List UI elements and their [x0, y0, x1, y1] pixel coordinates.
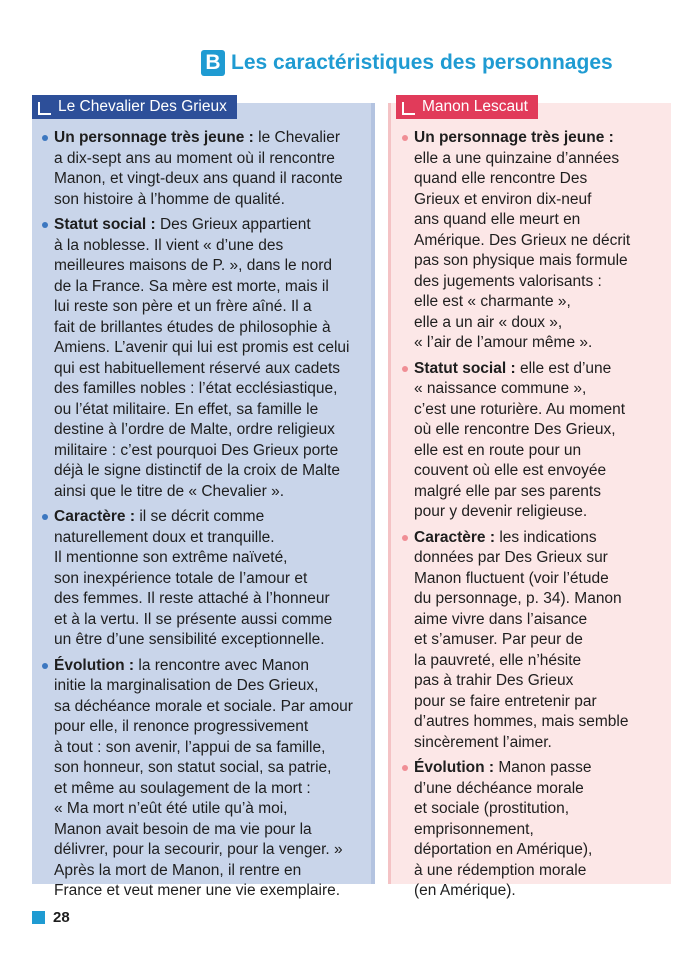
manon-entry-line: et sociale (prostitution,: [414, 800, 570, 817]
chevalier-entries: [42, 128, 365, 902]
manon-entry-line: la pauvreté, elle n’hésite: [414, 651, 582, 669]
manon-entry-line: [414, 758, 663, 779]
manon-entry: [402, 758, 663, 902]
chevalier-entry-line: pour elle, il renonce progressivement: [54, 718, 309, 735]
chevalier-entry-line: délivrer, pour la secourir, pour la venger. »: [54, 841, 343, 858]
chevalier-entry-label: Évolution :: [54, 656, 135, 674]
chevalier-entry-line: et à la vertu. Il se présente aussi comme: [54, 610, 333, 628]
chevalier-entry-line: Manon avait besoin de ma vie pour la: [54, 820, 312, 838]
manon-entry-line: « l’air de l’amour même ».: [414, 334, 593, 351]
chevalier-entry-line: [54, 128, 365, 149]
section-header: [201, 49, 613, 77]
manon-entry-line: aime vivre dans l’aisance: [414, 610, 588, 628]
chevalier-entry-line: fait de brillantes études de philosophie à: [54, 318, 331, 336]
chevalier-entry: [42, 128, 365, 210]
manon-entry-line: du personnage, p. 34). Manon: [414, 590, 622, 607]
chevalier-entry-line: ainsi que le titre de « Chevalier ».: [54, 482, 285, 500]
manon-entry: [402, 359, 663, 523]
chevalier-entry: [42, 507, 365, 651]
bullet-icon: [402, 135, 408, 141]
chevalier-entry-text: il se décrit comme: [139, 508, 265, 525]
chevalier-entry-line: militaire : c’est pourquoi Des Grieux porte: [54, 441, 339, 459]
page-number: 28: [53, 909, 70, 926]
bullet-icon: [42, 135, 48, 141]
manon-entry-text: les indications: [499, 528, 597, 546]
manon-entry-line: couvent où elle est envoyée: [414, 462, 607, 479]
manon-entry-line: déportation en Amérique),: [414, 841, 593, 858]
manon-entry-line: c’est une roturière. Au moment: [414, 400, 626, 418]
manon-entry-line: et s’amuser. Par peur de: [414, 631, 583, 648]
manon-entry-line: emprisonnement,: [414, 820, 534, 838]
manon-entry-line: [414, 128, 663, 149]
manon-entry-label: Un personnage très jeune :: [414, 129, 614, 146]
manon-entry-line: données par Des Grieux sur: [414, 549, 608, 566]
chevalier-tab-label: Le Chevalier Des Grieux: [58, 98, 227, 115]
manon-entry-line: Manon fluctuent (voir l’étude: [414, 569, 609, 587]
manon-entry-line: où elle rencontre Des Grieux,: [414, 421, 616, 438]
manon-entry-line: elle a un air « doux »,: [414, 313, 563, 331]
section-letter-badge: B: [201, 50, 225, 76]
bullet-icon: [42, 514, 48, 520]
chevalier-entry-line: Après la mort de Manon, il rentre en: [54, 861, 302, 879]
page-footer: [32, 909, 70, 926]
manon-entry-line: Amérique. Des Grieux ne décrit: [414, 231, 631, 249]
manon-entry-line: pour y devenir religieuse.: [414, 503, 588, 520]
manon-entry-line: pas à trahir Des Grieux: [414, 672, 574, 689]
chevalier-entry-text: Des Grieux appartient: [159, 216, 311, 233]
corner-icon: [402, 102, 415, 115]
chevalier-entry-line: sa déchéance morale et sociale. Par amour: [54, 697, 353, 715]
bullet-icon: [42, 663, 48, 669]
manon-entry-text: Manon passe: [498, 759, 592, 776]
chevalier-entry-text: le Chevalier: [258, 129, 340, 146]
manon-entry-line: pour se faire entretenir par: [414, 692, 597, 710]
chevalier-entry-line: [54, 215, 365, 236]
manon-entry: [402, 528, 663, 754]
manon-entry-line: (en Amérique).: [414, 882, 516, 899]
manon-tab: [396, 95, 538, 119]
chevalier-entry-label: Un personnage très jeune :: [54, 129, 254, 146]
manon-entry-line: d’autres hommes, mais semble: [414, 713, 629, 730]
chevalier-entry-line: des familles nobles : l’état ecclésiastique,: [54, 380, 338, 397]
manon-entry-line: à une rédemption morale: [414, 861, 587, 879]
manon-entry-line: malgré elle par ses parents: [414, 482, 601, 500]
section-title: Les caractéristiques des personnages: [231, 51, 613, 74]
chevalier-entry-line: de la France. Sa mère est morte, mais il: [54, 277, 329, 295]
manon-entry-line: des jugements valorisants :: [414, 272, 602, 290]
chevalier-entry-line: naturellement doux et tranquille.: [54, 528, 275, 546]
chevalier-entry-line: son histoire à l’homme de qualité.: [54, 190, 285, 208]
page-marker-icon: [32, 911, 45, 924]
chevalier-entry-line: Amiens. L’avenir qui lui est promis est celui: [54, 339, 350, 356]
manon-entry-text: elle est d’une: [519, 359, 612, 377]
chevalier-entry-text: la rencontre avec Manon: [138, 656, 309, 674]
chevalier-entry-line: meilleures maisons de P. », dans le nord: [54, 257, 333, 274]
chevalier-entry-line: initie la marginalisation de Des Grieux,: [54, 677, 319, 694]
manon-entry-line: quand elle rencontre Des: [414, 170, 588, 187]
manon-entry: [402, 128, 663, 354]
manon-entry-line: « naissance commune »,: [414, 380, 587, 397]
chevalier-tab: [32, 95, 237, 119]
manon-entry-label: Statut social :: [414, 359, 516, 377]
chevalier-entry-line: son inexpérience totale de l’amour et: [54, 569, 308, 587]
bullet-icon: [42, 222, 48, 228]
chevalier-entry-line: à la noblesse. Il vient « d’une des: [54, 236, 284, 254]
bullet-icon: [402, 366, 408, 372]
bullet-icon: [402, 535, 408, 541]
chevalier-panel: [32, 98, 375, 899]
manon-entry-line: pas son physique mais formule: [414, 252, 628, 269]
chevalier-entry-line: à tout : son avenir, l’appui de sa famille,: [54, 738, 326, 756]
manon-entry-line: elle est en route pour un: [414, 441, 582, 459]
manon-panel: [388, 98, 671, 899]
chevalier-entry-line: un être d’une sensibilité exceptionnelle.: [54, 631, 325, 648]
manon-tab-label: Manon Lescaut: [422, 98, 528, 115]
chevalier-entry-line: Manon, et vingt-deux ans quand il raconte: [54, 170, 343, 187]
bullet-icon: [402, 765, 408, 771]
chevalier-entry-line: « Ma mort n’eût été utile qu’à moi,: [54, 800, 288, 817]
manon-entries: [402, 128, 663, 902]
manon-entry-label: Évolution :: [414, 759, 495, 776]
chevalier-entry-line: son honneur, son statut social, sa patrie,: [54, 759, 332, 776]
manon-entry-line: sincèrement l’aimer.: [414, 733, 552, 751]
manon-entry-line: d’une déchéance morale: [414, 779, 584, 797]
chevalier-entry-line: France et veut mener une vie exemplaire.: [54, 882, 341, 899]
corner-icon: [38, 102, 51, 115]
chevalier-entry-label: Caractère :: [54, 508, 135, 525]
manon-entry-label: Caractère :: [414, 528, 495, 546]
manon-entry-line: ans quand elle meurt en: [414, 211, 581, 228]
chevalier-entry-line: Il mentionne son extrême naïveté,: [54, 549, 288, 566]
chevalier-entry-line: [54, 507, 365, 528]
manon-entry-line: elle a une quinzaine d’années: [414, 149, 620, 167]
manon-entry-line: Grieux et environ dix-neuf: [414, 190, 592, 208]
chevalier-entry-line: lui reste son père et un frère aîné. Il a: [54, 298, 312, 315]
chevalier-entry-line: qui est habituellement réservé aux cadets: [54, 359, 341, 377]
chevalier-entry-line: a dix-sept ans au moment où il rencontre: [54, 149, 335, 167]
chevalier-entry: [42, 656, 365, 902]
chevalier-entry-line: ou l’état militaire. En effet, sa famille le: [54, 400, 319, 418]
chevalier-entry-line: destine à l’ordre de Malte, ordre religieux: [54, 421, 335, 438]
chevalier-entry: [42, 215, 365, 502]
chevalier-entry-line: déjà le signe distinctif de la croix de Malte: [54, 462, 341, 479]
chevalier-entry-label: Statut social :: [54, 216, 156, 233]
manon-entry-line: [414, 359, 663, 380]
chevalier-entry-line: et même au soulagement de la mort :: [54, 779, 311, 797]
manon-entry-line: elle est « charmante »,: [414, 293, 571, 310]
chevalier-entry-line: [54, 656, 365, 677]
chevalier-entry-line: des femmes. Il reste attaché à l’honneur: [54, 590, 330, 607]
manon-entry-line: [414, 528, 663, 549]
